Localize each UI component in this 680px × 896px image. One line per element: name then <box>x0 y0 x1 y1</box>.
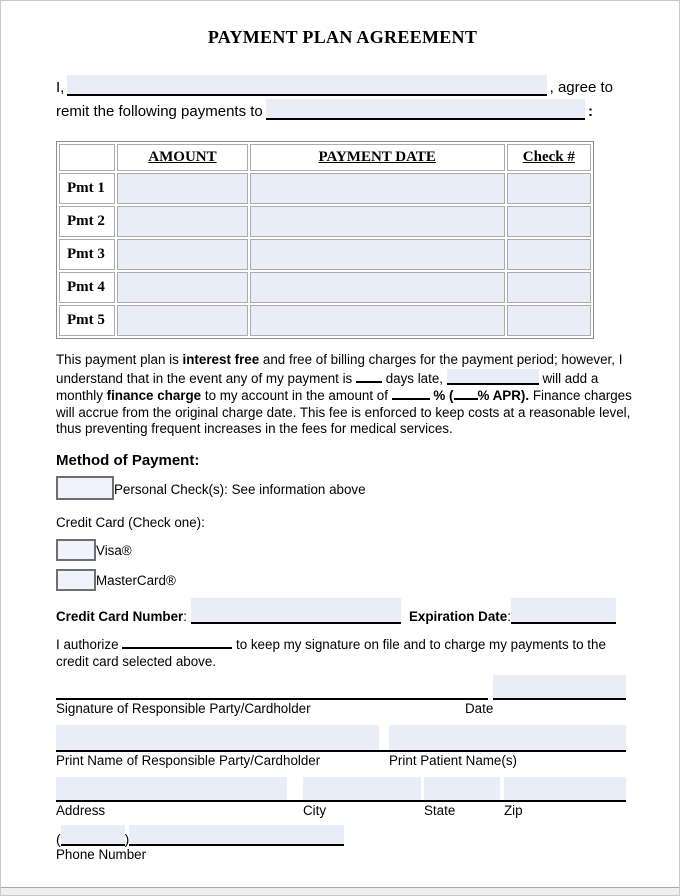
terms-text: % ( <box>429 388 454 404</box>
personal-check-row <box>56 476 629 500</box>
personal-check-checkbox[interactable] <box>56 476 114 500</box>
terms-paragraph <box>56 352 638 438</box>
page-title: PAYMENT PLAN AGREEMENT <box>207 27 478 47</box>
apr-percent-blank[interactable] <box>454 387 478 400</box>
terms-text: Finance charges will accrue from the original charge date. This fee is enforced to keep costs at a reasonable level, thus preventing frequent increases in the fees for medical services. <box>56 388 632 437</box>
mastercard-row <box>56 569 629 591</box>
address-labels <box>56 803 626 821</box>
pmt2-check-input[interactable] <box>507 206 591 237</box>
pmt2-date-input[interactable] <box>250 206 505 237</box>
pmt5-label: Pmt 5 <box>59 305 115 336</box>
finance-percent-blank[interactable] <box>392 387 430 400</box>
pmt4-date-input[interactable] <box>250 272 505 303</box>
city-label: City <box>303 803 327 819</box>
creditor-name-input[interactable] <box>447 369 539 385</box>
responsible-party-input[interactable] <box>67 75 546 96</box>
card-number-label: Credit Card Number <box>56 608 184 624</box>
header-payment-date: PAYMENT DATE <box>250 144 505 171</box>
pmt2-label: Pmt 2 <box>59 206 115 237</box>
state-label: State <box>424 803 456 819</box>
table-header-row <box>59 144 591 171</box>
address-label: Address <box>56 803 106 819</box>
terms-text: This payment plan is <box>56 352 183 367</box>
print-name-labels <box>56 753 626 771</box>
address-row <box>56 777 626 802</box>
card-number-colon: : <box>183 608 187 624</box>
personal-check-label: Personal Check(s): See information above <box>114 481 366 497</box>
signature-row <box>56 673 626 700</box>
apr-text: % APR). <box>477 388 530 404</box>
visa-label: Visa® <box>96 542 132 558</box>
terms-text: will add a monthly <box>56 370 599 404</box>
pmt3-date-input[interactable] <box>250 239 505 270</box>
header-check-number: Check # <box>507 144 591 171</box>
phone-row <box>56 823 629 846</box>
print-name-input[interactable] <box>56 725 379 750</box>
zip-input[interactable] <box>504 777 626 800</box>
signature-label: Signature of Responsible Party/Cardholder <box>56 701 311 717</box>
table-row <box>59 206 591 237</box>
print-name-row <box>56 725 626 752</box>
phone-number-input[interactable] <box>129 825 344 846</box>
print-patient-input[interactable] <box>389 725 626 750</box>
pmt4-check-input[interactable] <box>507 272 591 303</box>
mastercard-checkbox[interactable] <box>56 569 96 591</box>
visa-row <box>56 539 629 561</box>
table-row <box>59 305 591 336</box>
pmt5-check-input[interactable] <box>507 305 591 336</box>
pmt3-label: Pmt 3 <box>59 239 115 270</box>
mastercard-label: MasterCard® <box>96 572 176 588</box>
address-input[interactable] <box>56 777 287 800</box>
terms-text: to my account in the amount of <box>201 388 392 404</box>
authorize-text: to keep my signature on file and to charge my payments to the credit card selected above. <box>56 636 606 669</box>
intro-remit-label: remit the following payments to <box>56 103 263 120</box>
expiration-date-input[interactable] <box>511 598 616 624</box>
terms-text: days late, <box>381 370 447 386</box>
pmt1-amount-input[interactable] <box>117 173 247 204</box>
phone-area-input[interactable] <box>61 825 125 846</box>
authorize-text: I authorize <box>56 636 123 652</box>
table-row <box>59 272 591 303</box>
pmt3-check-input[interactable] <box>507 239 591 270</box>
page-bottom-edge <box>1 887 679 895</box>
payee-input[interactable] <box>266 99 585 120</box>
days-late-blank[interactable] <box>356 370 382 383</box>
payment-table <box>56 141 594 339</box>
pmt1-label: Pmt 1 <box>59 173 115 204</box>
phone-paren-open: ( <box>56 831 61 848</box>
pmt3-amount-input[interactable] <box>117 239 247 270</box>
terms-text: and free of billing charges for the payment period; however, I understand that in the event any of my payment is <box>56 352 623 386</box>
pmt1-check-input[interactable] <box>507 173 591 204</box>
date-label: Date <box>465 701 494 717</box>
header-amount: AMOUNT <box>117 144 247 171</box>
interest-free-text: interest free <box>182 352 260 367</box>
card-number-input[interactable] <box>191 598 401 624</box>
card-number-row <box>56 595 629 624</box>
method-of-payment-heading: Method of Payment: <box>56 451 200 469</box>
pmt5-amount-input[interactable] <box>117 305 247 336</box>
credit-card-check-one-label: Credit Card (Check one): <box>56 514 205 530</box>
expiration-date-label: Expiration Date <box>408 608 508 624</box>
pmt4-amount-input[interactable] <box>117 272 247 303</box>
city-input[interactable] <box>303 777 421 800</box>
intro-section <box>56 73 629 120</box>
header-blank-cell <box>59 144 115 171</box>
print-patient-label: Print Patient Name(s) <box>389 753 517 769</box>
intro-i-label: I, <box>56 79 65 96</box>
signature-input[interactable] <box>56 673 488 700</box>
authorize-payee-blank[interactable] <box>122 636 232 649</box>
expiration-colon: : <box>507 608 511 624</box>
phone-paren-close: ) <box>124 831 130 848</box>
date-input[interactable] <box>493 675 626 700</box>
finance-charge-text: finance charge <box>106 388 202 404</box>
visa-checkbox[interactable] <box>56 539 96 561</box>
print-name-label: Print Name of Responsible Party/Cardholder <box>56 753 321 769</box>
pmt4-label: Pmt 4 <box>59 272 115 303</box>
intro-colon-label: : <box>588 103 593 120</box>
pmt2-amount-input[interactable] <box>117 206 247 237</box>
phone-number-label: Phone Number <box>56 847 147 863</box>
zip-label: Zip <box>504 803 523 819</box>
authorize-paragraph <box>56 636 638 670</box>
signature-labels <box>56 701 626 719</box>
pmt1-date-input[interactable] <box>250 173 505 204</box>
pmt5-date-input[interactable] <box>250 305 505 336</box>
state-input[interactable] <box>424 777 500 800</box>
table-row <box>59 173 591 204</box>
table-row <box>59 239 591 270</box>
intro-agree-label: , agree to <box>549 79 613 96</box>
